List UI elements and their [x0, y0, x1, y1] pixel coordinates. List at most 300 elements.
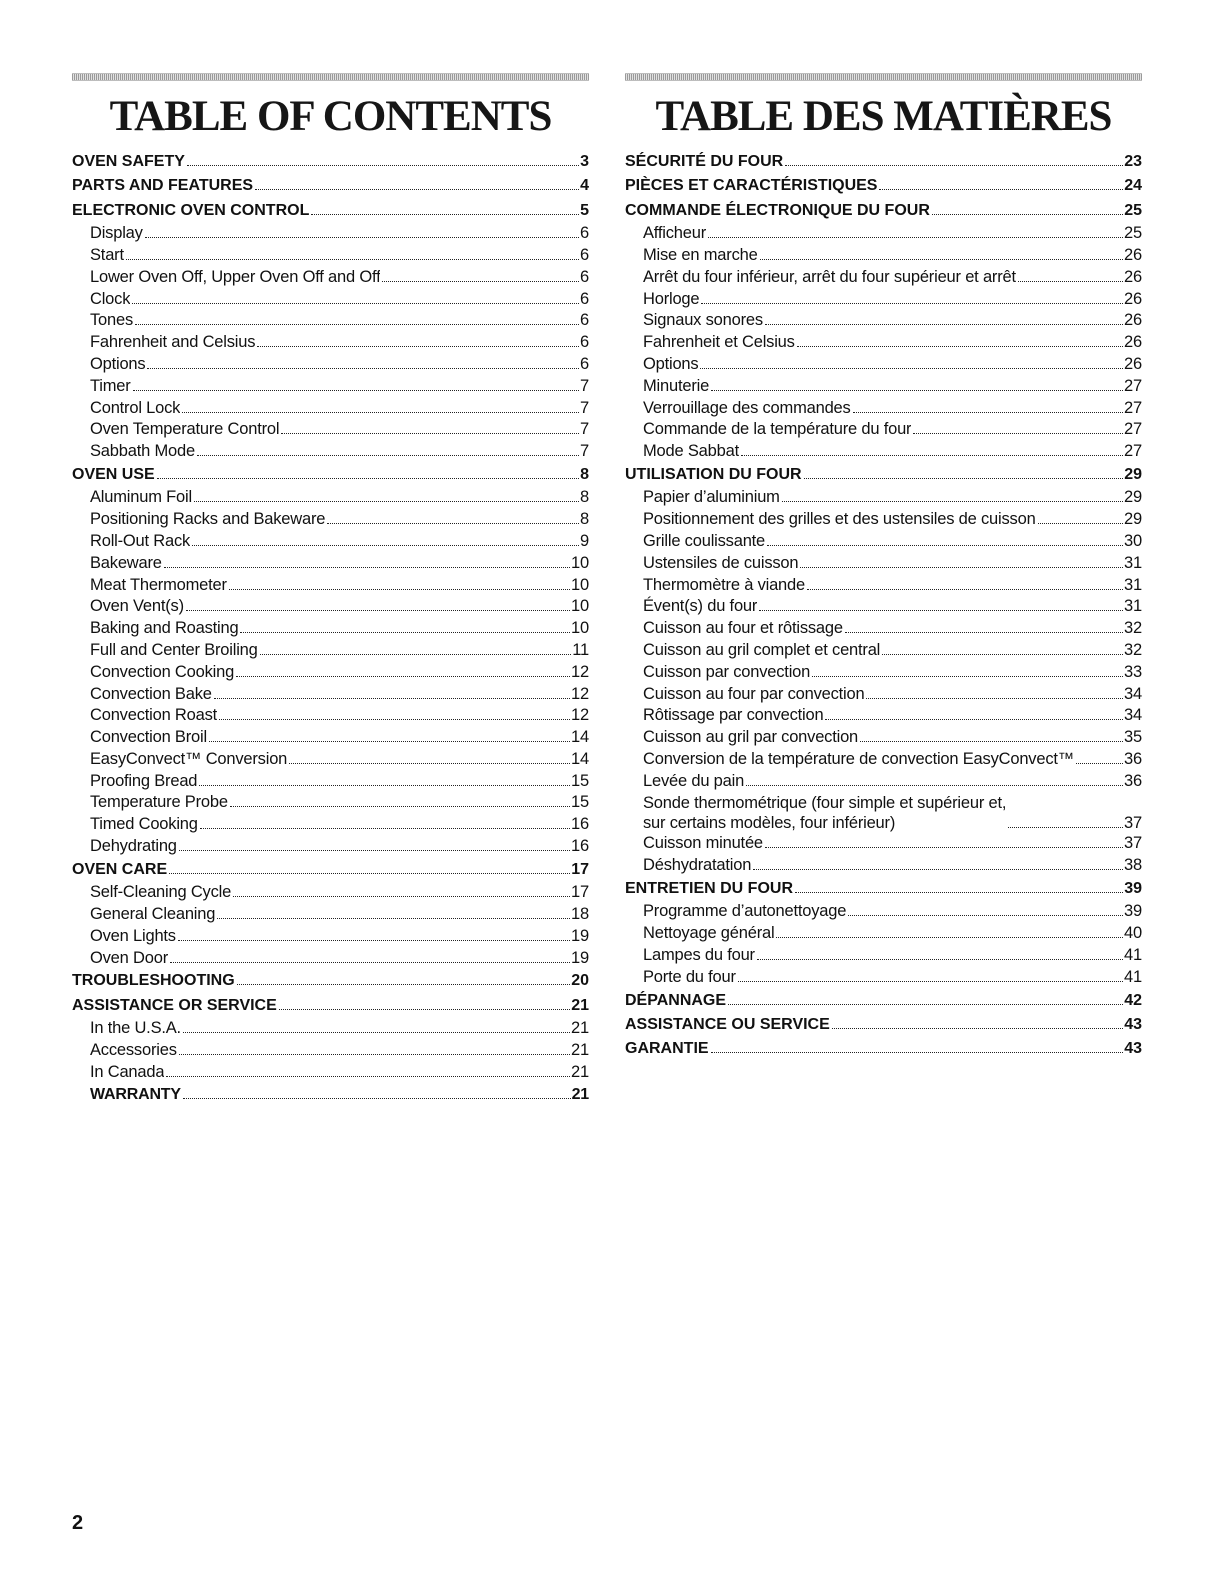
toc-entry-label: Timed Cooking	[90, 815, 198, 834]
toc-subsection-entry	[625, 441, 1142, 463]
toc-entry-label: Fahrenheit et Celsius	[643, 333, 795, 352]
dot-leader	[157, 478, 579, 479]
dot-leader	[186, 610, 570, 611]
toc-entry-label: Nettoyage général	[643, 924, 775, 943]
toc-entry-label: Commande de la température du four	[643, 420, 912, 439]
dot-leader	[882, 654, 1123, 655]
dot-leader	[767, 545, 1123, 546]
toc-entry-label: Options	[90, 354, 146, 373]
toc-subsection-entry	[625, 727, 1142, 749]
toc-entry-page-number: 41	[1124, 967, 1142, 986]
dot-leader	[700, 368, 1123, 369]
dot-leader	[746, 785, 1123, 786]
toc-entry-page-number: 38	[1124, 856, 1142, 875]
toc-subsection-entry	[72, 749, 589, 771]
toc-entry-label: Self-Cleaning Cycle	[90, 883, 232, 902]
toc-entry-label: Full and Center Broiling	[90, 640, 258, 659]
dot-leader	[782, 501, 1123, 502]
toc-entry-page-number: 32	[1124, 640, 1142, 659]
dot-leader	[183, 1098, 571, 1099]
toc-subsection-entry	[625, 487, 1142, 509]
toc-subsection-entry	[625, 354, 1142, 376]
dot-leader	[230, 806, 570, 807]
toc-subsection-entry	[72, 596, 589, 618]
dot-leader	[183, 1032, 570, 1033]
dot-leader	[327, 523, 579, 524]
toc-entry-label: EasyConvect™ Conversion	[90, 749, 288, 768]
toc-entry-page-number: 30	[1124, 531, 1142, 550]
toc-entry-page-number: 11	[572, 640, 589, 659]
dot-leader	[217, 918, 570, 919]
toc-entry-label: Cuisson au four et rôtissage	[643, 619, 843, 638]
toc-entry-page-number: 17	[571, 883, 589, 902]
toc-entry-page-number: 27	[1124, 398, 1142, 417]
toc-subsection-entry	[72, 1062, 589, 1084]
toc-entry-page-number: 12	[571, 706, 589, 725]
toc-entry-label: Timer	[90, 376, 131, 395]
dot-leader	[765, 324, 1123, 325]
toc-subsection-entry	[72, 310, 589, 332]
dot-leader	[800, 567, 1123, 568]
dot-leader	[757, 959, 1123, 960]
toc-entry-page-number: 16	[571, 815, 589, 834]
toc-subsection-entry	[625, 419, 1142, 441]
dot-leader	[164, 567, 570, 568]
toc-entry-page-number: 29	[1124, 465, 1142, 483]
page-title-french: TABLE DES MATIÈRES	[655, 93, 1112, 140]
toc-entry-page-number: 29	[1124, 510, 1142, 529]
toc-entry-page-number: 23	[1124, 153, 1142, 170]
toc-entry-label: Programme d’autonettoyage	[643, 902, 847, 921]
toc-entry-label: Grille coulissante	[643, 531, 766, 550]
toc-entry-label: PARTS AND FEATURES	[72, 177, 254, 195]
toc-subsection-entry	[625, 289, 1142, 311]
dot-leader	[279, 1009, 570, 1010]
toc-entry-page-number: 6	[580, 311, 589, 330]
toc-subsection-entry	[72, 223, 589, 245]
toc-subsection-entry	[625, 245, 1142, 267]
toc-entry-label: Évent(s) du four	[643, 597, 758, 616]
toc-entry-label: In the U.S.A.	[90, 1019, 181, 1038]
toc-subsection-entry	[625, 332, 1142, 354]
toc-entry-label: Tones	[90, 311, 134, 330]
dot-leader	[753, 869, 1123, 870]
toc-subsection-entry	[625, 310, 1142, 332]
toc-entry-page-number: 5	[580, 201, 589, 219]
toc-entry-label: Cuisson minutée	[643, 834, 763, 853]
toc-subsection-entry	[72, 398, 589, 420]
toc-french-column	[625, 73, 1142, 1062]
toc-subsection-entry	[625, 705, 1142, 727]
toc-subsection-entry	[625, 662, 1142, 684]
toc-subsection-entry	[625, 267, 1142, 289]
toc-section-entry	[72, 858, 589, 882]
toc-entry-page-number: 31	[1124, 575, 1142, 594]
toc-entry-page-number: 21	[571, 1041, 589, 1060]
toc-entry-label: Cuisson au four par convection	[643, 684, 865, 703]
dot-leader	[932, 214, 1123, 215]
toc-entry-label: Levée du pain	[643, 771, 745, 790]
toc-section-entry	[72, 174, 589, 198]
toc-entry-page-number: 42	[1124, 991, 1142, 1009]
toc-entry-label: OVEN SAFETY	[72, 153, 185, 170]
toc-entry-page-number: 36	[1124, 749, 1142, 768]
toc-entry-label: Roll-Out Rack	[90, 531, 191, 550]
toc-subsection-entry	[625, 945, 1142, 967]
toc-entry-label: Sonde thermométrique (four simple et supérieur et, sur certains modèles, four inférieur)	[643, 794, 1007, 833]
toc-entry-label: Ustensiles de cuisson	[643, 553, 799, 572]
dot-leader	[866, 698, 1123, 699]
toc-subsection-entry	[625, 967, 1142, 989]
dot-leader	[848, 915, 1123, 916]
dot-leader	[832, 1028, 1123, 1029]
toc-entry-page-number: 43	[1124, 1016, 1142, 1034]
toc-entry-page-number: 39	[1124, 880, 1142, 898]
toc-entry-page-number: 26	[1124, 311, 1142, 330]
toc-entry-page-number: 25	[1124, 224, 1142, 243]
toc-entry-page-number: 26	[1124, 267, 1142, 286]
toc-section-entry	[625, 199, 1142, 223]
page-number: 2	[72, 1512, 84, 1534]
toc-subsection-entry	[625, 398, 1142, 420]
dot-leader	[708, 237, 1123, 238]
header-rule	[625, 73, 1142, 81]
toc-entry-label: Lower Oven Off, Upper Oven Off and Off	[90, 267, 381, 286]
toc-entry-page-number: 12	[571, 662, 589, 681]
toc-list-french	[625, 150, 1142, 1062]
toc-subsection-entry	[72, 882, 589, 904]
toc-entry-page-number: 26	[1124, 333, 1142, 352]
toc-subsection-entry	[72, 487, 589, 509]
dot-leader	[260, 654, 572, 655]
toc-subsection-entry	[72, 814, 589, 836]
toc-entry-label: ENTRETIEN DU FOUR	[625, 880, 793, 898]
toc-entry-label: Mise en marche	[643, 245, 758, 264]
toc-entry-page-number: 36	[1124, 771, 1142, 790]
dot-leader	[289, 763, 570, 764]
toc-entry-page-number: 29	[1124, 488, 1142, 507]
toc-subsection-entry	[72, 771, 589, 793]
dot-leader	[711, 1052, 1124, 1053]
toc-subsection-entry	[72, 662, 589, 684]
toc-english-column	[72, 73, 589, 1105]
dot-leader	[219, 719, 570, 720]
toc-entry-page-number: 40	[1124, 924, 1142, 943]
toc-entry-page-number: 7	[580, 376, 589, 395]
toc-entry-label: Afficheur	[643, 224, 707, 243]
toc-subsection-entry	[625, 223, 1142, 245]
toc-entry-page-number: 37	[1124, 834, 1142, 853]
dot-leader	[281, 433, 579, 434]
toc-section-entry	[625, 463, 1142, 487]
toc-section-entry	[72, 150, 589, 174]
dot-leader	[182, 412, 579, 413]
toc-subsection-entry	[625, 553, 1142, 575]
toc-subsection-entry	[625, 596, 1142, 618]
toc-entry-label: Dehydrating	[90, 837, 177, 856]
toc-section-entry	[625, 174, 1142, 198]
header-rule	[72, 73, 589, 81]
dot-leader	[701, 303, 1123, 304]
page-title-english: TABLE OF CONTENTS	[109, 93, 552, 140]
toc-subsection-entry	[625, 833, 1142, 855]
toc-entry-page-number: 20	[571, 972, 589, 990]
toc-entry-label: WARRANTY	[90, 1085, 181, 1103]
toc-subsection-entry	[625, 640, 1142, 662]
toc-entry-page-number: 27	[1124, 442, 1142, 461]
dot-leader	[879, 189, 1123, 190]
toc-subsection-entry	[72, 332, 589, 354]
toc-section-entry	[72, 463, 589, 487]
toc-entry-page-number: 4	[580, 177, 589, 195]
dot-leader	[197, 455, 579, 456]
toc-entry-label: Bakeware	[90, 553, 162, 572]
dot-leader	[179, 1054, 570, 1055]
toc-subsection-entry	[72, 376, 589, 398]
toc-entry-page-number: 27	[1124, 376, 1142, 395]
toc-entry-label: DÉPANNAGE	[625, 991, 727, 1009]
toc-section-entry	[72, 994, 589, 1018]
toc-entry-page-number: 14	[571, 728, 589, 747]
toc-subsection-entry	[72, 926, 589, 948]
toc-entry-label: Papier d’aluminium	[643, 488, 780, 507]
dot-leader	[1018, 281, 1123, 282]
dot-leader	[132, 303, 579, 304]
toc-entry-label: Baking and Roasting	[90, 619, 239, 638]
toc-entry-page-number: 32	[1124, 619, 1142, 638]
toc-entry-page-number: 34	[1124, 684, 1142, 703]
toc-entry-page-number: 35	[1124, 728, 1142, 747]
toc-entry-label: Options	[643, 354, 699, 373]
toc-entry-page-number: 7	[580, 420, 589, 439]
toc-entry-page-number: 31	[1124, 553, 1142, 572]
toc-entry-page-number: 21	[571, 1019, 589, 1038]
toc-section-entry	[625, 877, 1142, 901]
dot-leader	[229, 589, 570, 590]
toc-entry-page-number: 16	[571, 837, 589, 856]
toc-entry-page-number: 21	[571, 1085, 589, 1103]
toc-subsection-entry	[625, 855, 1142, 877]
dot-leader	[233, 896, 570, 897]
toc-entry-label: Clock	[90, 289, 131, 308]
toc-entry-label: ASSISTANCE OU SERVICE	[625, 1016, 830, 1034]
toc-subsection-entry	[72, 1018, 589, 1040]
toc-entry-page-number: 21	[571, 1062, 589, 1081]
toc-entry-label: PIÈCES ET CARACTÉRISTIQUES	[625, 177, 878, 195]
toc-subsection-entry	[72, 245, 589, 267]
toc-section-entry	[625, 1013, 1142, 1037]
toc-entry-label: Oven Vent(s)	[90, 597, 184, 616]
toc-subsection-entry	[72, 904, 589, 926]
toc-subsection-entry	[625, 923, 1142, 945]
toc-entry-page-number: 8	[580, 488, 589, 507]
dot-leader	[807, 589, 1123, 590]
toc-entry-page-number: 6	[580, 354, 589, 373]
toc-entry-label: Déshydratation	[643, 856, 752, 875]
dot-leader	[853, 412, 1123, 413]
toc-section-entry	[625, 989, 1142, 1013]
toc-entry-page-number: 6	[580, 267, 589, 286]
toc-subsection-entry	[72, 948, 589, 970]
dot-leader	[765, 847, 1123, 848]
toc-entry-label: Control Lock	[90, 398, 181, 417]
toc-entry-page-number: 6	[580, 245, 589, 264]
toc-subsection-entry	[72, 640, 589, 662]
toc-entry-label: Oven Lights	[90, 926, 176, 945]
dot-leader	[738, 981, 1123, 982]
toc-entry-label: UTILISATION DU FOUR	[625, 465, 802, 483]
toc-entry-page-number: 21	[571, 996, 589, 1014]
toc-section-entry	[72, 969, 589, 993]
toc-entry-page-number: 6	[580, 224, 589, 243]
toc-entry-label: Positionnement des grilles et des ustensiles de cuisson	[643, 510, 1036, 529]
toc-entry-label: ELECTRONIC OVEN CONTROL	[72, 201, 310, 219]
toc-entry-label: Oven Temperature Control	[90, 420, 280, 439]
dot-leader	[166, 1076, 570, 1077]
toc-entry-label: Cuisson par convection	[643, 662, 811, 681]
toc-entry-page-number: 26	[1124, 245, 1142, 264]
toc-entry-page-number: 15	[571, 771, 589, 790]
toc-subsection-entry	[72, 1040, 589, 1062]
dot-leader	[845, 632, 1123, 633]
toc-subsection-entry	[72, 553, 589, 575]
toc-entry-label: Thermomètre à viande	[643, 575, 805, 594]
dot-leader	[795, 892, 1123, 893]
toc-entry-page-number: 17	[571, 860, 589, 878]
dot-leader	[209, 741, 570, 742]
toc-entry-label: Minuterie	[643, 376, 710, 395]
toc-entry-page-number: 6	[580, 289, 589, 308]
toc-entry-label: Convection Broil	[90, 728, 207, 747]
dot-leader	[1008, 827, 1123, 828]
dot-leader	[913, 433, 1123, 434]
dot-leader	[776, 937, 1123, 938]
dot-leader	[200, 828, 570, 829]
toc-entry-label: Temperature Probe	[90, 793, 228, 812]
toc-subsection-entry	[72, 289, 589, 311]
toc-section-entry	[625, 150, 1142, 174]
toc-entry-label: ASSISTANCE OR SERVICE	[72, 996, 277, 1014]
toc-subsection-entry	[625, 618, 1142, 640]
toc-entry-label: Convection Bake	[90, 684, 212, 703]
toc-entry-page-number: 6	[580, 333, 589, 352]
toc-entry-page-number: 26	[1124, 289, 1142, 308]
toc-subsection-entry	[72, 531, 589, 553]
toc-entry-page-number: 39	[1124, 902, 1142, 921]
toc-entry-label: TROUBLESHOOTING	[72, 972, 235, 990]
dot-leader	[135, 324, 579, 325]
toc-subsection-entry	[72, 684, 589, 706]
toc-entry-label: Signaux sonores	[643, 311, 763, 330]
dot-leader	[147, 368, 579, 369]
toc-subsection-entry	[72, 354, 589, 376]
toc-subsection-entry	[72, 618, 589, 640]
toc-entry-label: GARANTIE	[625, 1040, 709, 1058]
toc-subsection-entry	[625, 575, 1142, 597]
dot-leader	[126, 259, 579, 260]
toc-entry-page-number: 24	[1124, 177, 1142, 195]
toc-subsection-entry	[625, 684, 1142, 706]
toc-entry-page-number: 18	[571, 905, 589, 924]
dot-leader	[194, 501, 579, 502]
dot-leader	[1076, 763, 1123, 764]
dot-leader	[812, 676, 1123, 677]
toc-subsection-entry	[72, 792, 589, 814]
dot-leader	[825, 719, 1123, 720]
toc-entry-label: SÉCURITÉ DU FOUR	[625, 153, 784, 170]
toc-entry-label: Conversion de la température de convection EasyConvect™	[643, 749, 1075, 768]
toc-entry-label: Rôtissage par convection	[643, 706, 824, 725]
dot-leader	[797, 346, 1123, 347]
toc-entry-page-number: 12	[571, 684, 589, 703]
toc-entry-page-number: 7	[580, 442, 589, 461]
toc-subsection-entry	[625, 749, 1142, 771]
toc-section-entry	[72, 199, 589, 223]
toc-entry-label: General Cleaning	[90, 905, 216, 924]
toc-subsection-entry	[72, 441, 589, 463]
toc-entry-page-number: 26	[1124, 354, 1142, 373]
toc-entry-label: Positioning Racks and Bakeware	[90, 510, 326, 529]
toc-subsection-entry	[72, 267, 589, 289]
toc-entry-label: Mode Sabbat	[643, 442, 739, 461]
dot-leader	[187, 165, 579, 166]
dot-leader	[1038, 523, 1123, 524]
dot-leader	[192, 545, 579, 546]
dot-leader	[311, 214, 579, 215]
toc-entry-label: Sabbath Mode	[90, 442, 195, 461]
toc-subsection-entry	[72, 727, 589, 749]
toc-entry-page-number: 8	[580, 510, 589, 529]
toc-subsection-entry	[72, 575, 589, 597]
toc-entry-page-number: 19	[571, 926, 589, 945]
toc-entry-page-number: 3	[580, 153, 589, 170]
toc-entry-page-number: 41	[1124, 946, 1142, 965]
dot-leader	[145, 237, 579, 238]
toc-entry-label: In Canada	[90, 1062, 165, 1081]
dot-leader	[760, 259, 1123, 260]
toc-subsection-entry	[625, 771, 1142, 793]
toc-entry-page-number: 25	[1124, 201, 1142, 219]
toc-entry-page-number: 27	[1124, 420, 1142, 439]
dot-leader	[236, 676, 570, 677]
toc-subsection-entry	[625, 792, 1142, 833]
toc-entry-page-number: 33	[1124, 662, 1142, 681]
dot-leader	[255, 189, 579, 190]
toc-entry-page-number: 14	[571, 749, 589, 768]
dot-leader	[237, 984, 571, 985]
dot-leader	[257, 346, 579, 347]
toc-entry-page-number: 10	[571, 575, 589, 594]
toc-subsection-entry	[625, 509, 1142, 531]
toc-entry-page-number: 10	[571, 553, 589, 572]
dot-leader	[214, 698, 570, 699]
dot-leader	[728, 1004, 1123, 1005]
toc-entry-label: Arrêt du four inférieur, arrêt du four supérieur et arrêt	[643, 267, 1016, 286]
toc-entry-label: Display	[90, 224, 143, 243]
dot-leader	[133, 390, 579, 391]
dot-leader	[240, 632, 570, 633]
toc-entry-label: Porte du four	[643, 967, 736, 986]
toc-subsection-entry	[625, 531, 1142, 553]
toc-entry-label: Meat Thermometer	[90, 575, 227, 594]
toc-section-entry	[625, 1037, 1142, 1061]
toc-entry-label: Cuisson au gril complet et central	[643, 640, 881, 659]
toc-entry-label: Cuisson au gril par convection	[643, 728, 859, 747]
toc-entry-label: Horloge	[643, 289, 700, 308]
toc-subsection-entry	[72, 836, 589, 858]
toc-subsection-entry	[625, 376, 1142, 398]
toc-entry-page-number: 8	[580, 465, 589, 483]
